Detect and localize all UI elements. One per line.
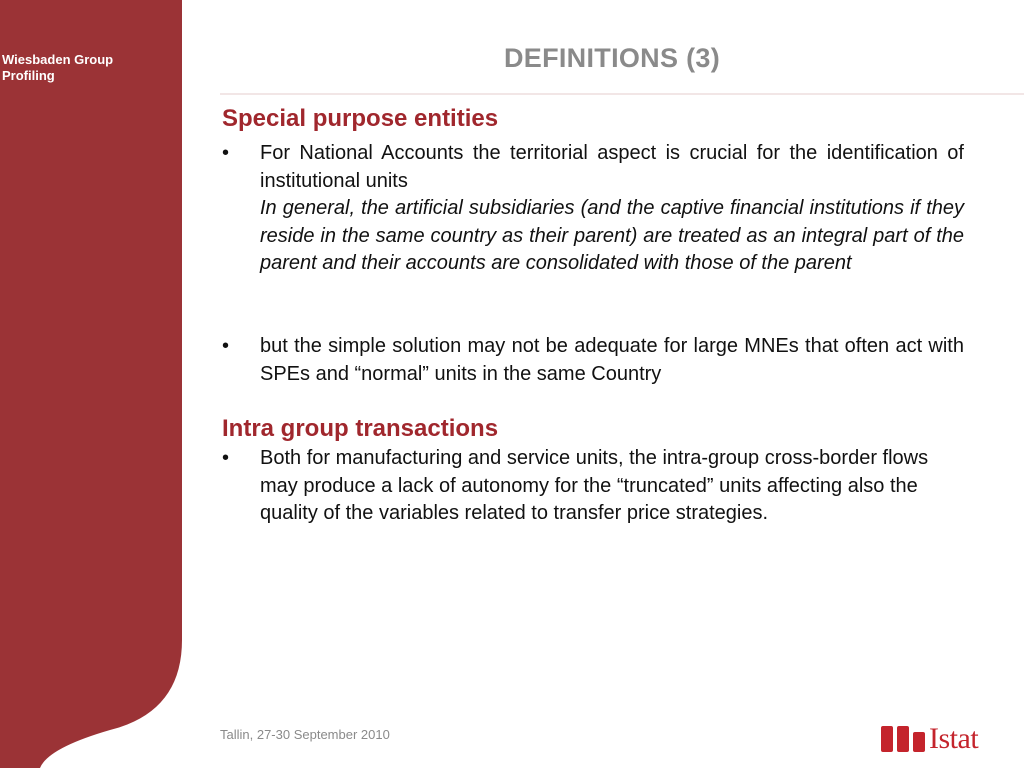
sidebar-band: [0, 0, 200, 768]
title-divider: [220, 93, 1024, 95]
logo-wordmark: Istat: [929, 722, 979, 755]
group-label-line1: Wiesbaden Group: [2, 52, 114, 67]
bullet-item: [222, 140, 964, 278]
footer-event-info: Tallin, 27-30 September 2010: [220, 727, 390, 742]
page-title: DEFINITIONS (3): [503, 43, 720, 73]
bullet-text: Both for manufacturing and service units, the intra-group cross-border flows may produce a lack of autonomy for the “truncated” units affecting also the quality of the variables related to transfer price strategies.: [260, 447, 929, 524]
group-label: [2, 52, 113, 84]
bullet-item: [222, 445, 964, 528]
section-heading-spe: Special purpose entities: [222, 105, 499, 132]
bullet-marker: •: [222, 335, 230, 357]
bullet-marker: •: [222, 447, 230, 469]
section-heading-intra-group: Intra group transactions: [222, 415, 499, 442]
bullet-text: but the simple solution may not be adequate for large MNEs that often act with SPEs and “normal” units in the same Country: [260, 335, 964, 385]
logo-bar-icon: [913, 732, 925, 752]
bullet-text: For National Accounts the territorial aspect is crucial for the identification of institutional units: [260, 142, 964, 192]
bullet-subtext: In general, the artificial subsidiaries (and the captive financial institutions if they reside in the same country as their parent) are treated as an integral part of the parent and their accounts are consolidated with those of the parent: [260, 197, 964, 274]
group-label-line2: Profiling: [2, 68, 55, 83]
logo-bar-icon: [881, 726, 893, 752]
bullet-item: [222, 333, 964, 388]
logo-bar-icon: [897, 726, 909, 752]
bullet-marker: •: [222, 142, 230, 164]
istat-logo: [881, 722, 981, 756]
